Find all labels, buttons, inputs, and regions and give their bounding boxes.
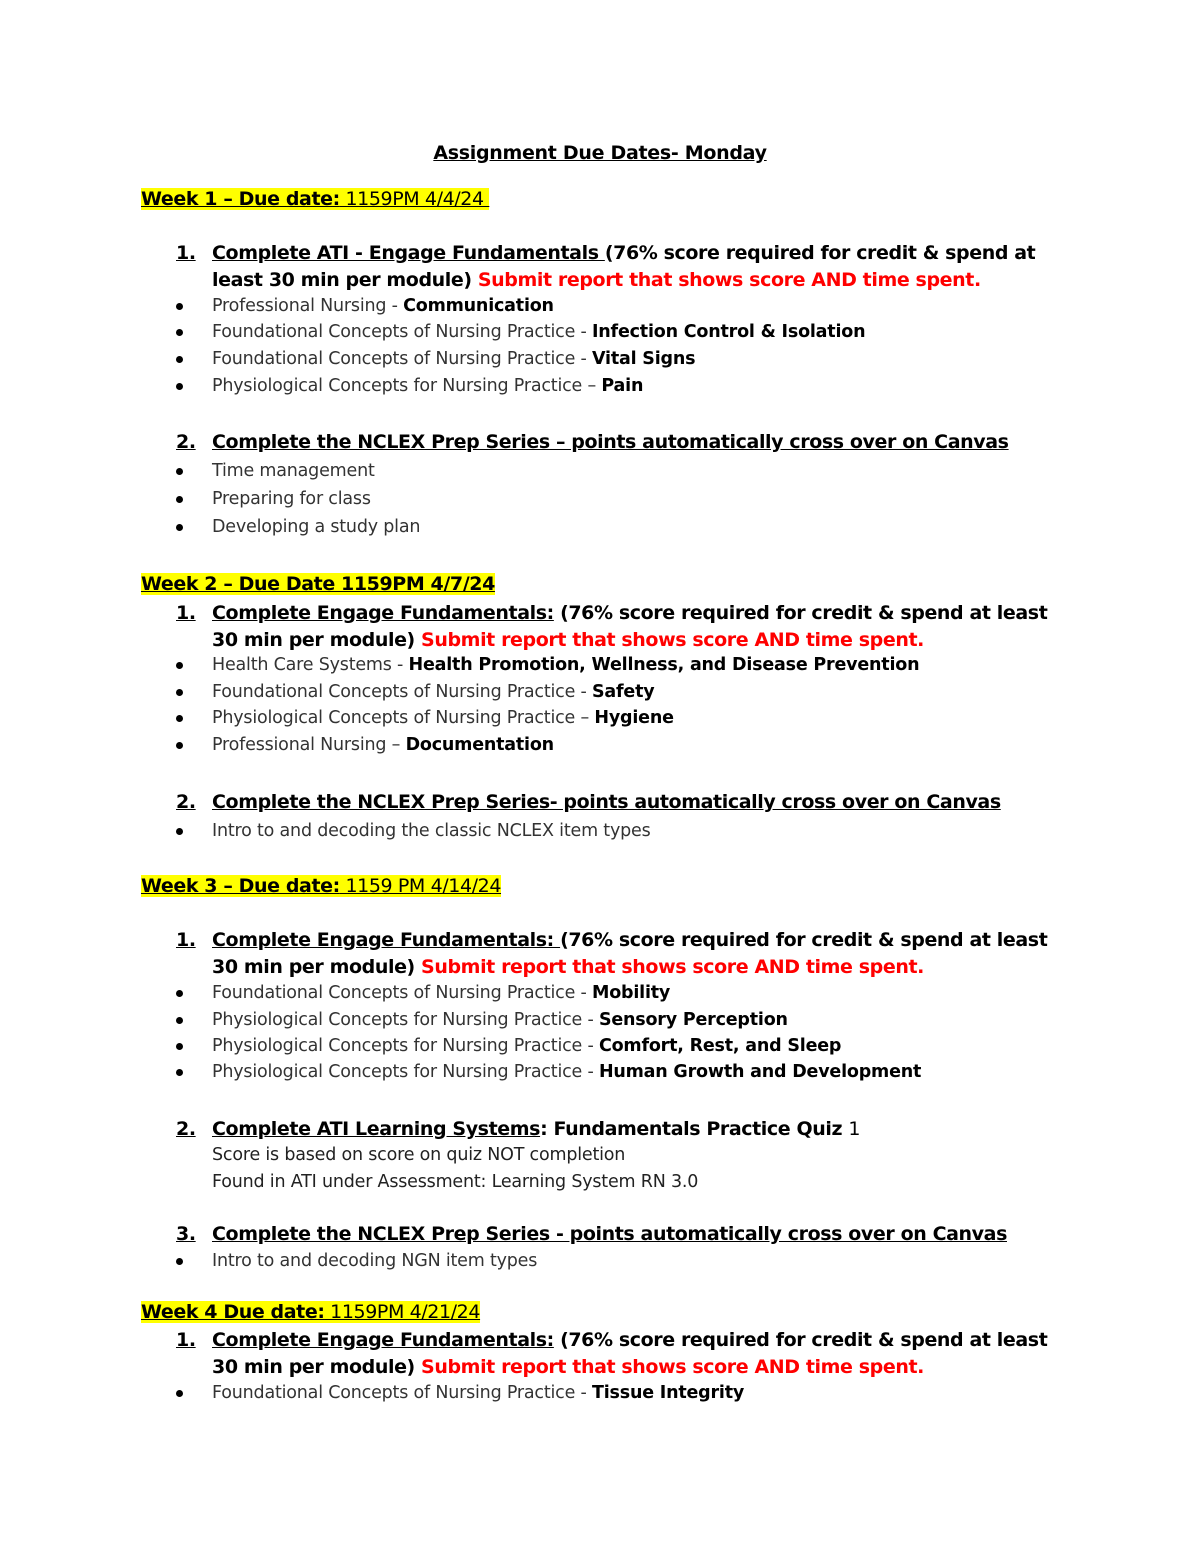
list-item: Preparing for class xyxy=(176,489,371,509)
list-item: Professional Nursing - Communication xyxy=(176,296,554,316)
week-1-heading: Week 1 – Due date: 1159PM 4/4/24 xyxy=(141,188,490,210)
week-2-task-2: 2. Complete the NCLEX Prep Series- points automatically cross over on Canvas xyxy=(176,791,1001,813)
task-note: Found in ATI under Assessment: Learning System RN 3.0 xyxy=(212,1172,699,1192)
list-item: Foundational Concepts of Nursing Practice - Safety xyxy=(176,682,654,702)
week-3-heading: Week 3 – Due date: 1159 PM 4/14/24 xyxy=(141,875,502,897)
week-1-task-1: 1. Complete ATI - Engage Fundamentals (76% score required for credit & spend at least 30 min per module) Submit report that shows score AND time spent. xyxy=(176,242,1036,291)
week-2-heading: Week 2 – Due Date 1159PM 4/7/24 xyxy=(141,573,495,595)
list-item: Health Care Systems - Health Promotion, Wellness, and Disease Prevention xyxy=(176,655,919,675)
list-item: Professional Nursing – Documentation xyxy=(176,735,554,755)
week-3-task-2: 2. Complete ATI Learning Systems: Fundamentals Practice Quiz 1 xyxy=(176,1118,861,1140)
list-item: Intro to and decoding the classic NCLEX item types xyxy=(176,821,651,841)
list-item: Physiological Concepts of Nursing Practice – Hygiene xyxy=(176,708,674,728)
list-item: Physiological Concepts for Nursing Practice - Comfort, Rest, and Sleep xyxy=(176,1036,841,1056)
list-item: Physiological Concepts for Nursing Practice – Pain xyxy=(176,376,643,396)
list-item: Time management xyxy=(176,461,375,481)
week-1-task-2: 2. Complete the NCLEX Prep Series – points automatically cross over on Canvas xyxy=(176,431,1009,453)
list-item: Developing a study plan xyxy=(176,517,420,537)
list-item: Physiological Concepts for Nursing Practice - Human Growth and Development xyxy=(176,1062,921,1082)
week-2-task-1: 1. Complete Engage Fundamentals: (76% score required for credit & spend at least 30 min per module) Submit report that shows score AND time spent. xyxy=(176,602,1048,651)
week-3-task-3: 3. Complete the NCLEX Prep Series - points automatically cross over on Canvas xyxy=(176,1223,1007,1245)
list-item: Foundational Concepts of Nursing Practice - Infection Control & Isolation xyxy=(176,322,865,342)
list-item: Foundational Concepts of Nursing Practice - Vital Signs xyxy=(176,349,695,369)
week-3-task-1: 1. Complete Engage Fundamentals: (76% score required for credit & spend at least 30 min per module) Submit report that shows score AND time spent. xyxy=(176,929,1048,978)
list-item: Foundational Concepts of Nursing Practice - Mobility xyxy=(176,983,670,1003)
list-item: Foundational Concepts of Nursing Practice - Tissue Integrity xyxy=(176,1383,744,1403)
list-item: Physiological Concepts for Nursing Practice - Sensory Perception xyxy=(176,1010,788,1030)
week-4-task-1: 1. Complete Engage Fundamentals: (76% score required for credit & spend at least 30 min per module) Submit report that shows score AND time spent. xyxy=(176,1329,1048,1378)
list-item: Intro to and decoding NGN item types xyxy=(176,1251,537,1271)
page-title: Assignment Due Dates- Monday xyxy=(433,142,767,164)
task-note: Score is based on score on quiz NOT completion xyxy=(212,1145,626,1165)
week-4-heading: Week 4 Due date: 1159PM 4/21/24 xyxy=(141,1301,481,1323)
